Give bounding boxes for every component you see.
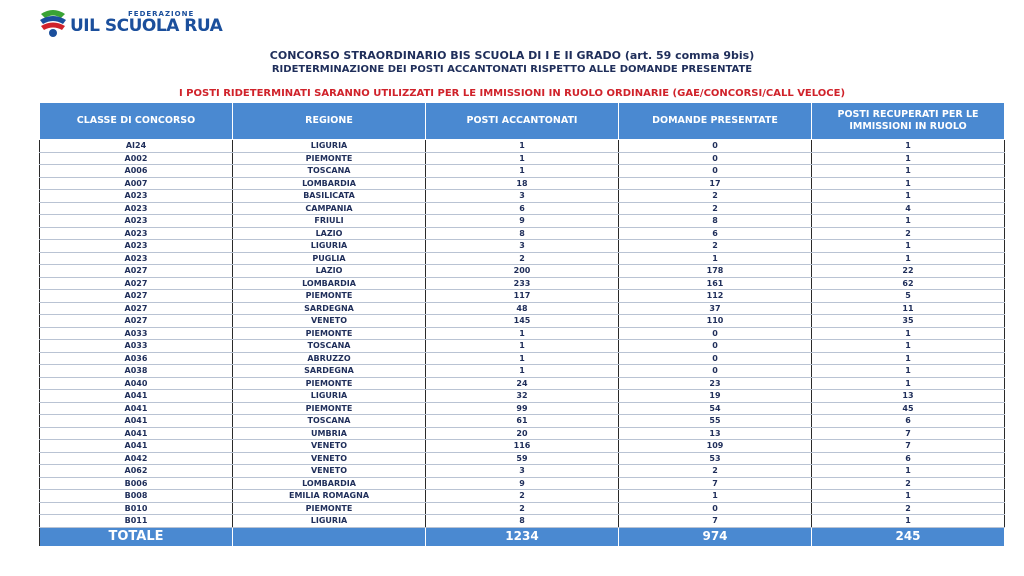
cell-posti-recuperati: 1 xyxy=(812,327,1005,340)
cell-posti-recuperati: 1 xyxy=(812,190,1005,203)
cell-regione: LOMBARDIA xyxy=(233,277,426,290)
cell-domande-presentate: 112 xyxy=(619,290,812,303)
cell-posti-accantonati: 1 xyxy=(426,340,619,353)
cell-domande-presentate: 2 xyxy=(619,240,812,253)
cell-regione: LOMBARDIA xyxy=(233,177,426,190)
cell-regione: PIEMONTE xyxy=(233,402,426,415)
table-row xyxy=(40,352,1005,365)
cell-regione: VENETO xyxy=(233,440,426,453)
cell-posti-accantonati: 200 xyxy=(426,265,619,278)
cell-posti-accantonati: 8 xyxy=(426,227,619,240)
cell-regione: CAMPANIA xyxy=(233,202,426,215)
cell-domande-presentate: 1 xyxy=(619,252,812,265)
cell-posti-accantonati: 6 xyxy=(426,202,619,215)
table-row xyxy=(40,440,1005,453)
cell-posti-accantonati: 9 xyxy=(426,215,619,228)
cell-posti-recuperati: 11 xyxy=(812,302,1005,315)
cell-domande-presentate: 178 xyxy=(619,265,812,278)
table-row xyxy=(40,452,1005,465)
cell-posti-recuperati: 62 xyxy=(812,277,1005,290)
table-row xyxy=(40,252,1005,265)
cell-posti-recuperati: 2 xyxy=(812,502,1005,515)
cell-domande-presentate: 8 xyxy=(619,215,812,228)
total-row xyxy=(40,527,1005,546)
cell-domande-presentate: 0 xyxy=(619,165,812,178)
cell-posti-recuperati: 7 xyxy=(812,440,1005,453)
cell-regione: PIEMONTE xyxy=(233,377,426,390)
cell-posti-accantonati: 1 xyxy=(426,365,619,378)
table-row xyxy=(40,477,1005,490)
table-body xyxy=(40,140,1005,528)
table-row xyxy=(40,215,1005,228)
cell-posti-accantonati: 3 xyxy=(426,465,619,478)
cell-posti-accantonati: 48 xyxy=(426,302,619,315)
cell-posti-accantonati: 24 xyxy=(426,377,619,390)
cell-posti-accantonati: 9 xyxy=(426,477,619,490)
cell-classe: A027 xyxy=(40,265,233,278)
cell-posti-recuperati: 1 xyxy=(812,515,1005,528)
cell-classe: A041 xyxy=(40,390,233,403)
cell-domande-presentate: 109 xyxy=(619,440,812,453)
cell-classe: A041 xyxy=(40,427,233,440)
cell-classe: A007 xyxy=(40,177,233,190)
table-row xyxy=(40,140,1005,153)
cell-posti-recuperati: 2 xyxy=(812,227,1005,240)
cell-classe: A027 xyxy=(40,302,233,315)
cell-classe: AI24 xyxy=(40,140,233,153)
cell-domande-presentate: 54 xyxy=(619,402,812,415)
table-row xyxy=(40,177,1005,190)
table-row xyxy=(40,202,1005,215)
cell-domande-presentate: 17 xyxy=(619,177,812,190)
cell-posti-accantonati: 59 xyxy=(426,452,619,465)
cell-posti-recuperati: 1 xyxy=(812,165,1005,178)
cell-classe: A033 xyxy=(40,340,233,353)
cell-classe: A023 xyxy=(40,215,233,228)
total-label: TOTALE xyxy=(40,527,233,546)
table-row xyxy=(40,502,1005,515)
cell-domande-presentate: 0 xyxy=(619,327,812,340)
cell-posti-recuperati: 6 xyxy=(812,415,1005,428)
cell-posti-accantonati: 99 xyxy=(426,402,619,415)
cell-posti-recuperati: 1 xyxy=(812,490,1005,503)
table-note: I POSTI RIDETERMINATI SARANNO UTILIZZATI PER LE IMMISSIONI IN RUOLO ORDINARIE (GAE/CONCORSI/CALL VELOCE) xyxy=(178,88,846,99)
cell-posti-accantonati: 20 xyxy=(426,427,619,440)
cell-classe: A027 xyxy=(40,315,233,328)
table-row xyxy=(40,165,1005,178)
table-row xyxy=(40,365,1005,378)
cell-domande-presentate: 2 xyxy=(619,202,812,215)
cell-posti-accantonati: 117 xyxy=(426,290,619,303)
cell-domande-presentate: 2 xyxy=(619,465,812,478)
cell-domande-presentate: 0 xyxy=(619,152,812,165)
cell-regione: PIEMONTE xyxy=(233,152,426,165)
cell-domande-presentate: 0 xyxy=(619,365,812,378)
table-row xyxy=(40,190,1005,203)
cell-posti-recuperati: 1 xyxy=(812,177,1005,190)
table-row xyxy=(40,515,1005,528)
cell-posti-recuperati: 7 xyxy=(812,427,1005,440)
cell-classe: A027 xyxy=(40,290,233,303)
cell-regione: LIGURIA xyxy=(233,240,426,253)
cell-regione: VENETO xyxy=(233,452,426,465)
table-header-row xyxy=(40,103,1005,140)
cell-posti-recuperati: 1 xyxy=(812,152,1005,165)
cell-domande-presentate: 0 xyxy=(619,352,812,365)
cell-posti-accantonati: 1 xyxy=(426,327,619,340)
table-row xyxy=(40,290,1005,303)
table-row xyxy=(40,402,1005,415)
total-posti-recuperati: 245 xyxy=(812,527,1005,546)
cell-posti-recuperati: 2 xyxy=(812,477,1005,490)
cell-regione: BASILICATA xyxy=(233,190,426,203)
cell-domande-presentate: 13 xyxy=(619,427,812,440)
cell-posti-accantonati: 2 xyxy=(426,252,619,265)
cell-regione: LIGURIA xyxy=(233,390,426,403)
cell-classe: A042 xyxy=(40,452,233,465)
cell-classe: A040 xyxy=(40,377,233,390)
cell-domande-presentate: 53 xyxy=(619,452,812,465)
cell-posti-recuperati: 35 xyxy=(812,315,1005,328)
total-regione xyxy=(233,527,426,546)
table-row xyxy=(40,277,1005,290)
cell-regione: PIEMONTE xyxy=(233,290,426,303)
cell-classe: B006 xyxy=(40,477,233,490)
table-row xyxy=(40,465,1005,478)
col-header-regione: REGIONE xyxy=(233,103,426,140)
table-row xyxy=(40,377,1005,390)
table-row xyxy=(40,152,1005,165)
table-row xyxy=(40,302,1005,315)
table-row xyxy=(40,427,1005,440)
cell-classe: A023 xyxy=(40,240,233,253)
table-row xyxy=(40,415,1005,428)
col-header-posti-accantonati: POSTI ACCANTONATI xyxy=(426,103,619,140)
cell-posti-recuperati: 1 xyxy=(812,352,1005,365)
cell-domande-presentate: 37 xyxy=(619,302,812,315)
cell-classe: A023 xyxy=(40,190,233,203)
cell-domande-presentate: 0 xyxy=(619,140,812,153)
cell-regione: TOSCANA xyxy=(233,165,426,178)
table-row xyxy=(40,327,1005,340)
table-row xyxy=(40,390,1005,403)
cell-classe: A041 xyxy=(40,402,233,415)
cell-classe: B010 xyxy=(40,502,233,515)
cell-posti-accantonati: 32 xyxy=(426,390,619,403)
cell-posti-recuperati: 1 xyxy=(812,140,1005,153)
cell-classe: A006 xyxy=(40,165,233,178)
cell-posti-accantonati: 1 xyxy=(426,165,619,178)
table-row xyxy=(40,340,1005,353)
cell-domande-presentate: 2 xyxy=(619,190,812,203)
cell-regione: ABRUZZO xyxy=(233,352,426,365)
cell-regione: LAZIO xyxy=(233,265,426,278)
cell-posti-accantonati: 3 xyxy=(426,240,619,253)
cell-regione: LIGURIA xyxy=(233,515,426,528)
cell-posti-recuperati: 1 xyxy=(812,252,1005,265)
cell-regione: VENETO xyxy=(233,465,426,478)
cell-posti-recuperati: 13 xyxy=(812,390,1005,403)
cell-domande-presentate: 19 xyxy=(619,390,812,403)
cell-domande-presentate: 55 xyxy=(619,415,812,428)
cell-classe: A002 xyxy=(40,152,233,165)
cell-posti-accantonati: 145 xyxy=(426,315,619,328)
total-domande-presentate: 974 xyxy=(619,527,812,546)
table-row xyxy=(40,240,1005,253)
cell-regione: VENETO xyxy=(233,315,426,328)
cell-posti-recuperati: 6 xyxy=(812,452,1005,465)
cell-regione: LOMBARDIA xyxy=(233,477,426,490)
cell-domande-presentate: 0 xyxy=(619,340,812,353)
cell-classe: A027 xyxy=(40,277,233,290)
cell-posti-accantonati: 116 xyxy=(426,440,619,453)
cell-regione: PIEMONTE xyxy=(233,502,426,515)
cell-domande-presentate: 7 xyxy=(619,515,812,528)
cell-posti-accantonati: 1 xyxy=(426,140,619,153)
cell-regione: PIEMONTE xyxy=(233,327,426,340)
cell-posti-recuperati: 1 xyxy=(812,215,1005,228)
cell-posti-accantonati: 61 xyxy=(426,415,619,428)
cell-posti-recuperati: 45 xyxy=(812,402,1005,415)
cell-regione: UMBRIA xyxy=(233,427,426,440)
cell-regione: EMILIA ROMAGNA xyxy=(233,490,426,503)
cell-regione: TOSCANA xyxy=(233,340,426,353)
cell-classe: A041 xyxy=(40,415,233,428)
table-row xyxy=(40,265,1005,278)
table-row xyxy=(40,227,1005,240)
cell-posti-accantonati: 8 xyxy=(426,515,619,528)
cell-regione: SARDEGNA xyxy=(233,302,426,315)
cell-posti-accantonati: 18 xyxy=(426,177,619,190)
cell-posti-accantonati: 3 xyxy=(426,190,619,203)
cell-posti-recuperati: 1 xyxy=(812,377,1005,390)
uil-logo-mark-icon xyxy=(38,8,68,38)
logo-federazione: FEDERAZIONE xyxy=(128,10,195,18)
cell-posti-recuperati: 4 xyxy=(812,202,1005,215)
cell-posti-accantonati: 1 xyxy=(426,352,619,365)
table-row xyxy=(40,315,1005,328)
cell-regione: LIGURIA xyxy=(233,140,426,153)
cell-regione: LAZIO xyxy=(233,227,426,240)
page-subtitle: RIDETERMINAZIONE DEI POSTI ACCANTONATI RISPETTO ALLE DOMANDE PRESENTATE xyxy=(271,64,753,75)
cell-classe: A038 xyxy=(40,365,233,378)
cell-domande-presentate: 161 xyxy=(619,277,812,290)
cell-posti-recuperati: 1 xyxy=(812,365,1005,378)
cell-classe: A041 xyxy=(40,440,233,453)
cell-regione: SARDEGNA xyxy=(233,365,426,378)
cell-classe: A023 xyxy=(40,227,233,240)
table-row xyxy=(40,490,1005,503)
cell-regione: TOSCANA xyxy=(233,415,426,428)
cell-regione: FRIULI xyxy=(233,215,426,228)
cell-domande-presentate: 1 xyxy=(619,490,812,503)
cell-domande-presentate: 7 xyxy=(619,477,812,490)
cell-domande-presentate: 110 xyxy=(619,315,812,328)
cell-posti-accantonati: 233 xyxy=(426,277,619,290)
uil-logo xyxy=(38,8,222,38)
cell-classe: A023 xyxy=(40,202,233,215)
logo-name: UIL SCUOLA RUA xyxy=(70,16,223,36)
cell-domande-presentate: 23 xyxy=(619,377,812,390)
page-title: CONCORSO STRAORDINARIO BIS SCUOLA DI I E II GRADO (art. 59 comma 9bis) xyxy=(269,49,755,62)
cell-posti-recuperati: 5 xyxy=(812,290,1005,303)
cell-classe: A036 xyxy=(40,352,233,365)
cell-posti-recuperati: 1 xyxy=(812,465,1005,478)
cell-posti-accantonati: 2 xyxy=(426,490,619,503)
cell-posti-accantonati: 2 xyxy=(426,502,619,515)
cell-domande-presentate: 0 xyxy=(619,502,812,515)
cell-posti-recuperati: 22 xyxy=(812,265,1005,278)
total-posti-accantonati: 1234 xyxy=(426,527,619,546)
cell-posti-recuperati: 1 xyxy=(812,240,1005,253)
cell-posti-accantonati: 1 xyxy=(426,152,619,165)
cell-classe: B008 xyxy=(40,490,233,503)
cell-regione: PUGLIA xyxy=(233,252,426,265)
col-header-classe: CLASSE DI CONCORSO xyxy=(40,103,233,140)
cell-classe: A033 xyxy=(40,327,233,340)
col-header-posti-recuperati: POSTI RECUPERATI PER LE IMMISSIONI IN RUOLO xyxy=(812,103,1005,140)
cell-classe: B011 xyxy=(40,515,233,528)
col-header-domande-presentate: DOMANDE PRESENTATE xyxy=(619,103,812,140)
cell-domande-presentate: 6 xyxy=(619,227,812,240)
posti-table xyxy=(39,102,1005,547)
cell-posti-recuperati: 1 xyxy=(812,340,1005,353)
cell-classe: A023 xyxy=(40,252,233,265)
cell-classe: A062 xyxy=(40,465,233,478)
